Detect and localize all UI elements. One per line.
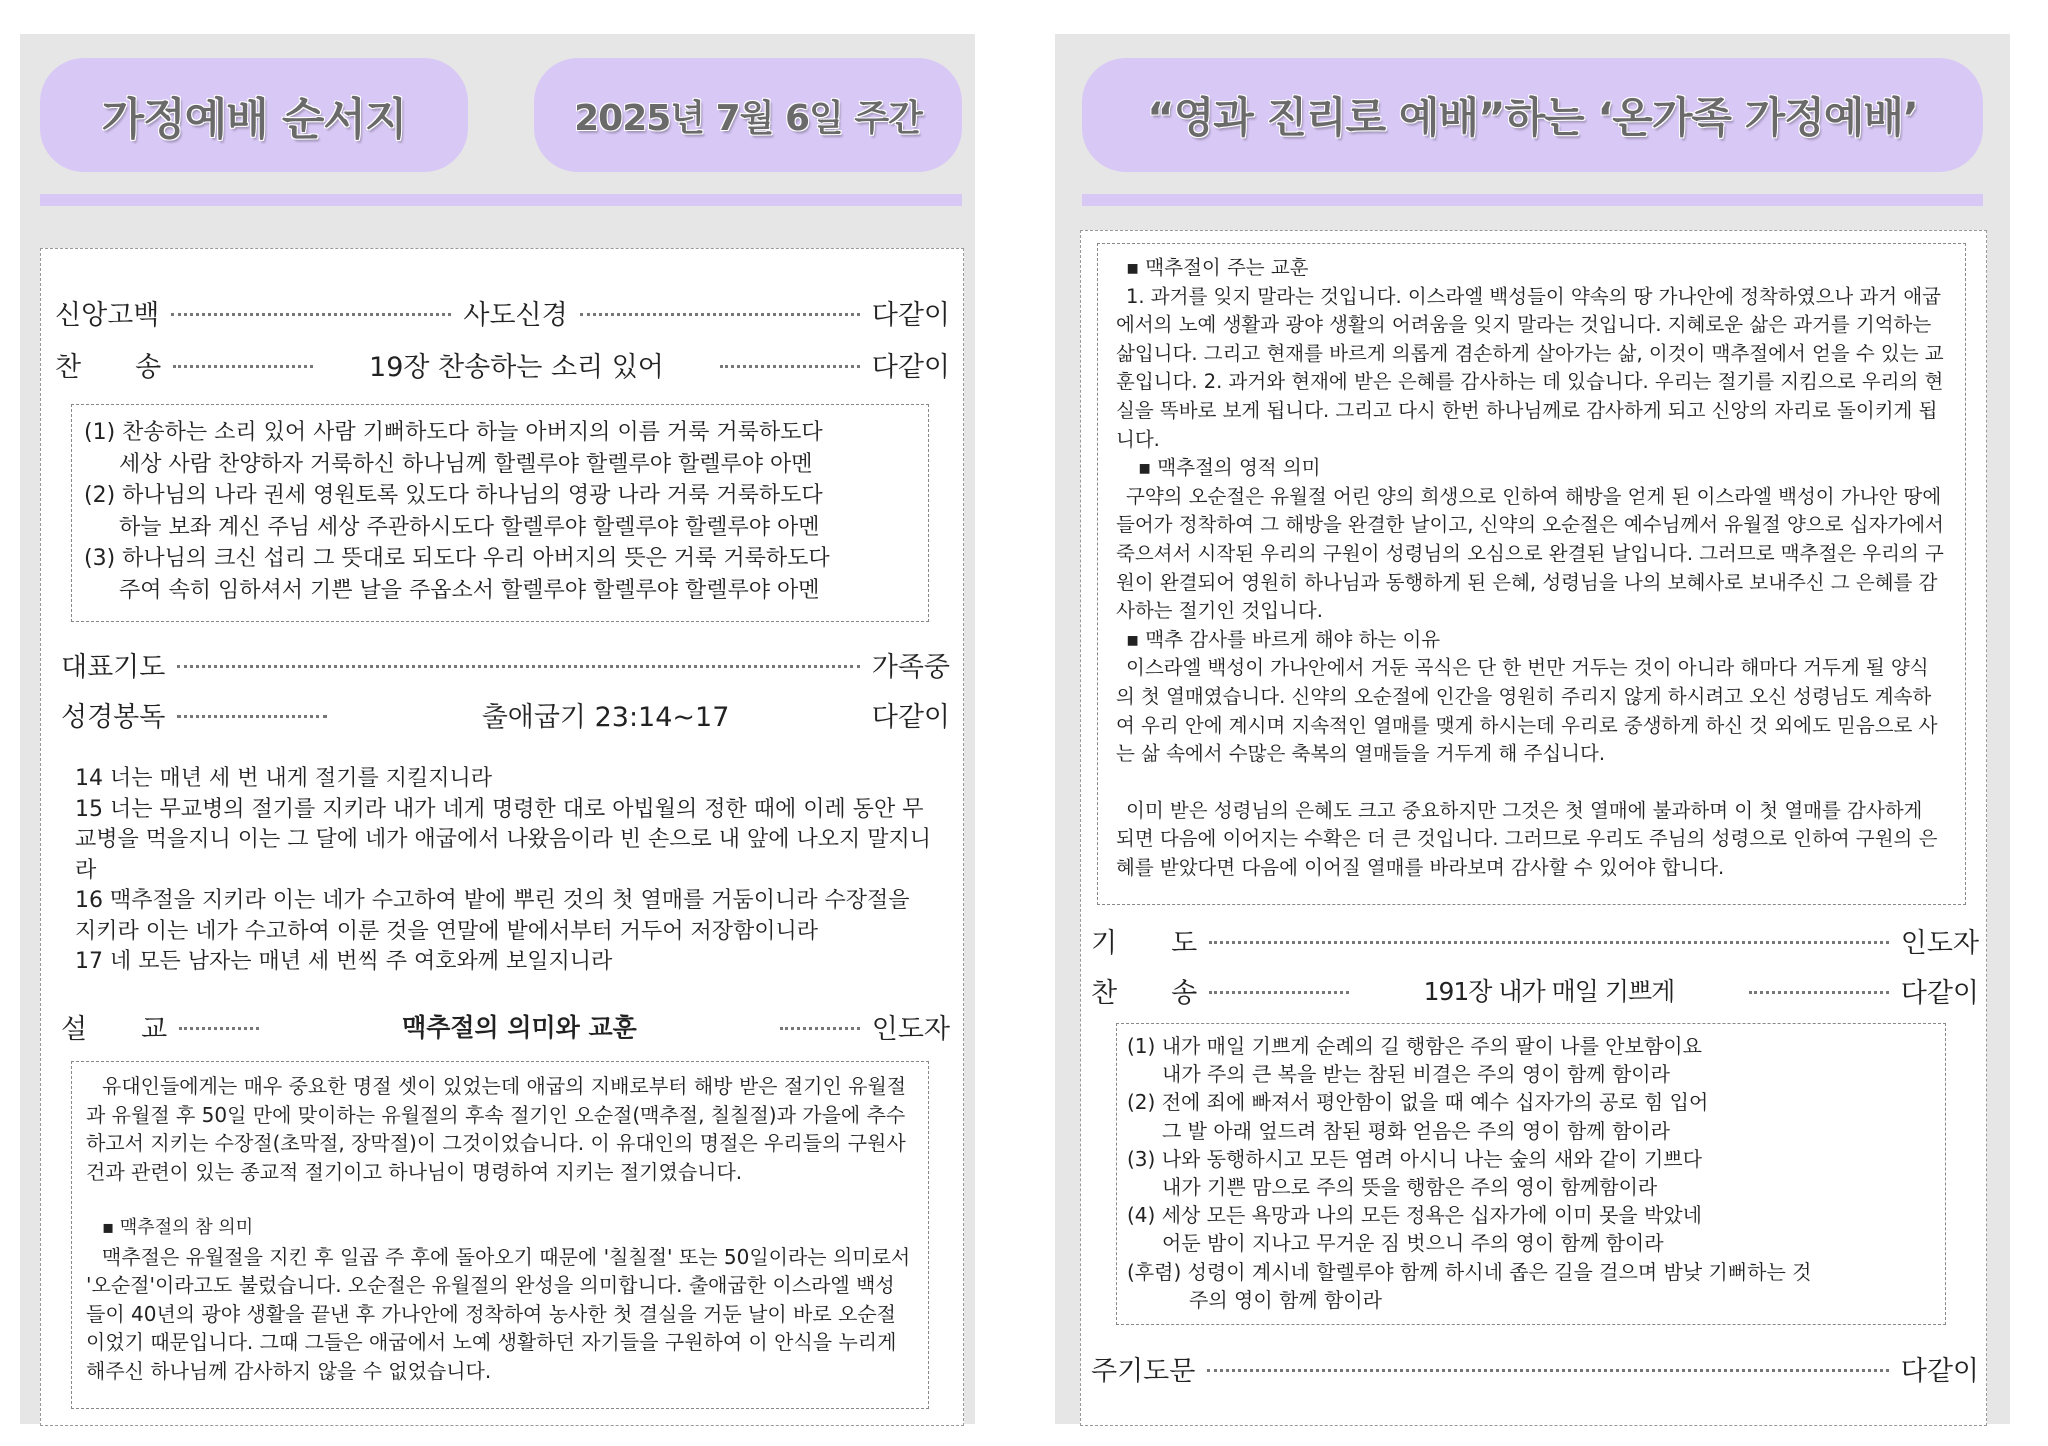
- dot-leader: [1209, 941, 1889, 944]
- row-label: 대표기도: [61, 651, 166, 683]
- row-who: 다같이: [871, 701, 950, 733]
- lyric-line: (1) 찬송하는 소리 있어 사람 기뻐하도다 하늘 아버지의 이름 거룩 거룩하도다: [84, 420, 823, 445]
- row-prayer: [1091, 923, 1979, 957]
- right-content: [1080, 230, 1987, 1426]
- verse: 17 네 모든 남자는 매년 세 번씩 주 여호와께 보일지니라: [75, 949, 613, 974]
- section-text: 이스라엘 백성이 가나안에서 거둔 곡식은 단 한 번만 거두는 것이 아니라 해마다 거두게 될 양식의 첫 열매였습니다. 신약의 오순절에 인간을 영원히 주리지 않게 하시려고 오신 성령님도 계속하여 우리 안에 계시며 지속적인 열매를 맺게 하시는데 우리로 중생하게 하신 것 외에도 믿음으로 사는 삶 속에서 수많은 축복의 열매들을 거두게 해 주십니다.: [1116, 656, 1938, 766]
- row-label: 기 도: [1091, 927, 1198, 959]
- right-title: “영과 진리로 예배”하는 ‘온가족 가정예배’: [1082, 58, 1983, 172]
- dot-leader: [173, 365, 313, 368]
- row-who: 가족중: [871, 651, 950, 683]
- dot-leader: [177, 665, 859, 668]
- row-label: 성경봉독: [61, 701, 166, 733]
- row-label: 찬 송: [55, 351, 162, 383]
- row-prayer: [61, 647, 950, 681]
- dot-leader: [1749, 991, 1889, 994]
- dot-leader: [171, 313, 451, 316]
- row-label: 찬 송: [1091, 977, 1198, 1009]
- row-who: 다같이: [871, 299, 950, 331]
- hymn-lyrics-box: [71, 404, 929, 622]
- left-accent-bar: [40, 194, 962, 206]
- row-item: 사도신경: [463, 299, 568, 331]
- row-confession: [55, 295, 950, 329]
- right-page: [1055, 34, 2010, 1424]
- left-content: [40, 248, 964, 1426]
- dot-leader: [580, 313, 860, 316]
- row-who: 다같이: [1900, 977, 1979, 1009]
- lyric-line: 내가 주의 큰 복을 받는 참된 비결은 주의 영이 함께 함이라: [1162, 1062, 1670, 1087]
- dot-leader: [780, 1027, 860, 1030]
- lesson-box: [1097, 243, 1966, 905]
- sermon-heading: ▪ 맥추절의 참 의미: [102, 1217, 254, 1238]
- section-text: 구약의 오순절은 유월절 어린 양의 희생으로 인하여 해방을 얻게 된 이스라엘 백성이 가나안 땅에 들어가 정착하여 그 해방을 완결한 날이고, 신약의 오순절은 예수님께서 유월절 양으로 십자가에서 죽으셔서 시작된 우리의 구원이 성령님의 오심으로 완결된 날입니다. 그러므로 맥추절은 우리의 구원이 완결되어 영원히 하나님과 동행하게 된 은혜, 성령님을 나의 보혜사로 보내주신 그 은혜를 감사하는 절기인 것입니다.: [1116, 484, 1944, 623]
- sermon-title: 맥추절의 의미와 교훈: [402, 1013, 637, 1042]
- lyric-line: 그 발 아래 엎드려 참된 평화 얻음은 주의 영이 함께 함이라: [1162, 1118, 1670, 1143]
- row-hymn: [1091, 973, 1979, 1007]
- row-who: 인도자: [871, 1013, 950, 1045]
- section-text: 1. 과거를 잊지 말라는 것입니다. 이스라엘 백성들이 약속의 땅 가나안에 정착하였으나 과거 애굽에서의 노예 생활과 광야 생활의 어려움을 잊지 말라는 것입니다. 지혜로운 삶은 과거를 기억하는 삶입니다. 그리고 현재를 바르게 의롭게 겸손하게 살아가는 삶, 이것이 맥추절에서 얻을 수 있는 교훈입니다. 2. 과거와 현재에 받은 은혜를 감사하는 데 있습니다. 우리는 절기를 지킴으로 우리의 현실을 똑바로 보게 됩니다. 그리고 다시 한번 하나님께로 감사하게 되고 신앙의 자리로 돌이키게 됩니다.: [1116, 284, 1944, 451]
- row-who: 인도자: [1900, 927, 1979, 959]
- lyric-line: 하늘 보좌 계신 주님 세상 주관하시도다 할렐루야 할렐루야 할렐루야 아멘: [119, 514, 820, 540]
- left-page: [20, 34, 975, 1424]
- section-heading: ▪ 맥추절의 영적 의미: [1138, 456, 1321, 480]
- lyric-line: (2) 하나님의 나라 권세 영원토록 있도다 하나님의 영광 나라 거룩 거룩하도다: [84, 483, 823, 508]
- lyric-line: (2) 전에 죄에 빠져서 평안함이 없을 때 예수 십자가의 공로 힘 입어: [1127, 1090, 1709, 1115]
- row-sermon: [61, 1009, 950, 1043]
- section-heading: ▪ 맥추절이 주는 교훈: [1126, 256, 1309, 279]
- date-title: 2025년 7월 6일 주간: [534, 58, 962, 172]
- right-accent-bar: [1082, 194, 1983, 206]
- row-label: 신앙고백: [55, 299, 160, 331]
- sermon-box: [71, 1061, 929, 1409]
- lyric-line: (4) 세상 모든 욕망과 나의 모든 정욕은 십자가에 이미 못을 박았네: [1127, 1203, 1702, 1228]
- row-item: 19장 찬송하는 소리 있어: [369, 351, 664, 383]
- sermon-body: 맥추절은 유월절을 지킨 후 일곱 주 후에 돌아오기 때문에 '칠칠절' 또는 50일이라는 의미로서 '오순절'이라고도 불렀습니다. 오순절은 유월절의 완성을 의미합니다. 출애굽한 이스라엘 백성들이 40년의 광야 생활을 끝낸 후 가나안에 정착하여 농사한 첫 결실을 거둔 날이 바로 오순절이었기 때문입니다. 그때 그들은 애굽에서 노예 생활하던 자기들을 구원하여 이 안식을 누리게 해주신 하나님께 감사하지 않을 수 없었습니다.: [86, 1244, 911, 1383]
- left-title: 가정예배 순서지: [40, 58, 468, 172]
- lyric-line: 세상 사람 찬양하자 거룩하신 하나님께 할렐루야 할렐루야 할렐루야 아멘: [119, 451, 813, 477]
- row-hymn: [55, 347, 950, 381]
- verse: 14 너는 매년 세 번 내게 절기를 지킬지니라: [75, 766, 492, 791]
- dot-leader: [720, 365, 860, 368]
- lyric-line: 내가 기쁜 맘으로 주의 뜻을 행함은 주의 영이 함께함이라: [1162, 1175, 1658, 1200]
- row-item: 191장 내가 매일 기쁘게: [1423, 977, 1675, 1006]
- dot-leader: [1207, 1369, 1888, 1372]
- lyric-line: 어둔 밤이 지나고 무거운 짐 벗으니 주의 영이 함께 함이라: [1162, 1231, 1664, 1256]
- row-label: 주기도문: [1091, 1355, 1196, 1387]
- scripture-text: [75, 764, 935, 978]
- lyric-line: (후렴) 성령이 계시네 할렐루야 함께 하시네 좁은 길을 걸으며 밤낮 기뻐하는 것: [1127, 1259, 1812, 1284]
- section-heading: ▪ 맥추 감사를 바르게 해야 하는 이유: [1126, 627, 1441, 651]
- hymn-lyrics-box: [1116, 1023, 1946, 1325]
- row-who: 다같이: [871, 351, 950, 383]
- row-reading: [61, 697, 950, 731]
- row-lords-prayer: [1091, 1351, 1979, 1385]
- row-label: 설 교: [61, 1013, 168, 1045]
- row-item: 출애굽기 23:14~17: [481, 701, 730, 733]
- dot-leader: [179, 1027, 259, 1030]
- lyric-line: (3) 하나님의 크신 섭리 그 뜻대로 되도다 우리 아버지의 뜻은 거룩 거룩하도다: [84, 546, 830, 571]
- verse: 15 너는 무교병의 절기를 지키라 내가 네게 명령한 대로 아빕월의 정한 때에 이레 동안 무교병을 먹을지니 이는 그 달에 네가 애굽에서 나왔음이라 빈 손으로 내 앞에 나오지 말지니라: [75, 796, 931, 883]
- dot-leader: [1209, 991, 1349, 994]
- lyric-line: 주의 영이 함께 함이라: [1189, 1287, 1382, 1312]
- dot-leader: [177, 715, 327, 718]
- lyric-line: 주여 속히 임하셔서 기쁜 날을 주옵소서 할렐루야 할렐루야 할렐루야 아멘: [119, 577, 820, 603]
- row-who: 다같이: [1900, 1355, 1979, 1387]
- sermon-intro: 유대인들에게는 매우 중요한 명절 셋이 있었는데 애굽의 지배로부터 해방 받은 절기인 유월절과 유월절 후 50일 만에 맞이하는 유월절의 후속 절기인 오순절(맥추절, 칠칠절)과 가을에 추수하고서 지키는 수장절(초막절, 장막절)이 그것이었습니다. 이 유대인의 명절은 우리들의 구원사건과 관련이 있는 종교적 절기이고 하나님이 명령하여 지키는 절기였습니다.: [86, 1074, 907, 1184]
- verse: 16 맥추절을 지키라 이는 네가 수고하여 밭에 뿌린 것의 첫 열매를 거둠이니라 수장절을 지키라 이는 네가 수고하여 이룬 것을 연말에 밭에서부터 거두어 저장함이니라: [75, 888, 910, 944]
- lyric-line: (3) 나와 동행하시고 모든 염려 아시니 나는 숲의 새와 같이 기쁘다: [1127, 1146, 1702, 1171]
- lyric-line: (1) 내가 매일 기쁘게 순례의 길 행함은 주의 팔이 나를 안보함이요: [1127, 1034, 1702, 1058]
- closing-text: 이미 받은 성령님의 은혜도 크고 중요하지만 그것은 첫 열매에 불과하며 이 첫 열매를 감사하게 되면 다음에 이어지는 수확은 더 큰 것입니다. 그러므로 우리도 주님의 성령으로 인하여 구원의 은혜를 받았다면 다음에 이어질 열매를 바라보며 감사할 수 있어야 합니다.: [1116, 798, 1938, 879]
